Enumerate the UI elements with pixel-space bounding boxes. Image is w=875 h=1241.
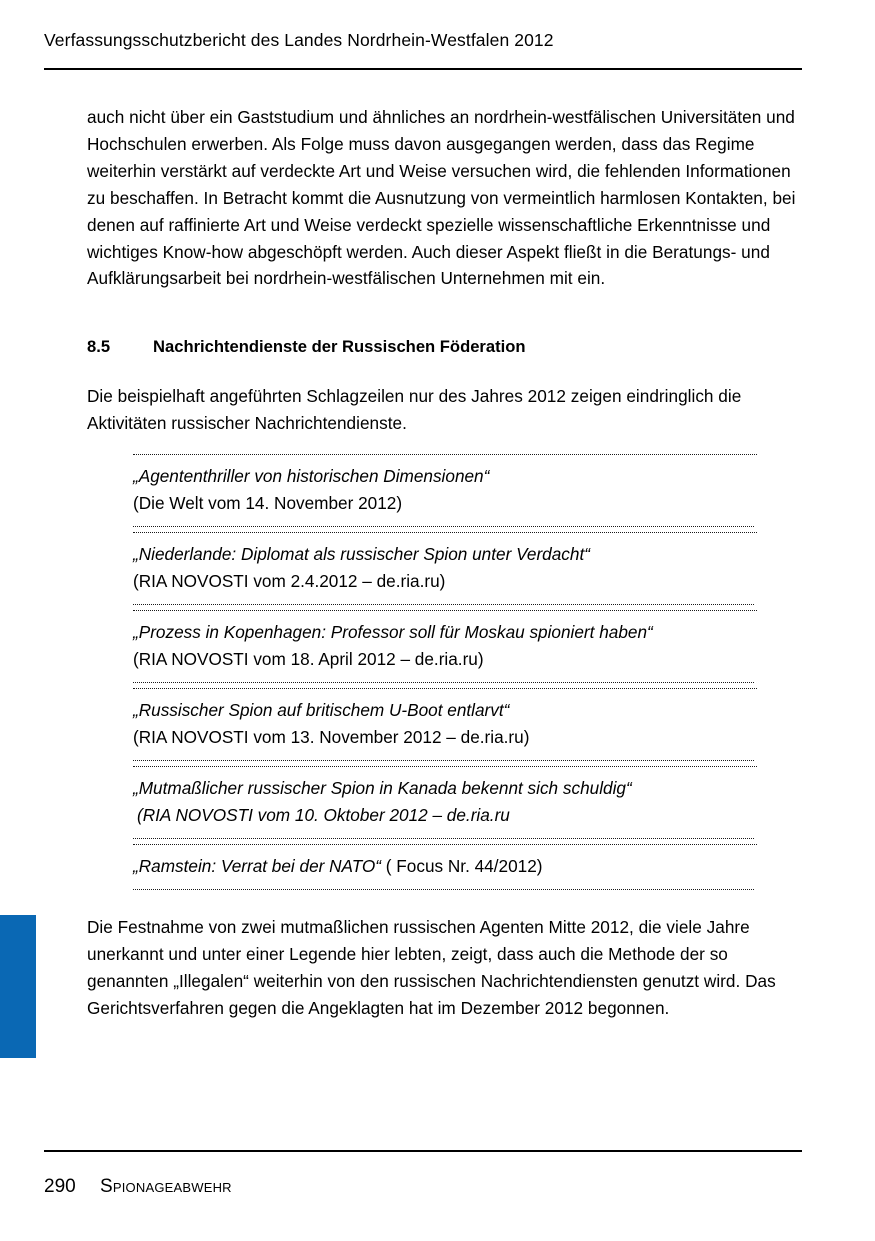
page-footer xyxy=(44,1174,804,1200)
quote-headline-text: „Ramstein: Verrat bei der NATO“ xyxy=(133,856,382,877)
quote-source: (RIA NOVOSTI vom 18. April 2012 – de.ria.ru) xyxy=(133,649,484,670)
section-number: 8.5 xyxy=(87,337,111,357)
dotted-separator-pair xyxy=(133,838,801,845)
quote-source: (RIA NOVOSTI vom 13. November 2012 – de.ria.ru) xyxy=(133,727,530,748)
footer-section-name: Spionageabwehr xyxy=(100,1176,232,1197)
dotted-separator xyxy=(133,838,754,839)
section-title: Nachrichtendienste der Russischen Föderation xyxy=(153,337,526,357)
quote-source: (RIA NOVOSTI vom 10. Oktober 2012 – de.ria.ru xyxy=(137,805,510,826)
outro-paragraph: Die Festnahme von zwei mutmaßlichen russischen Agenten Mitte 2012, die viele Jahre unerkannt und unter einer Legende hier lebten, zeigt, dass auch die Methode der so genannten „Illegalen“ weiterhin von den russischen Nachrichtendiensten genutzt wird. Das Gerichtsverfahren gegen die Angeklagten hat im Dezember 2012 begonnen. xyxy=(87,917,776,1018)
quote-entry xyxy=(133,611,801,682)
quote-entry xyxy=(133,455,801,526)
quote-entry xyxy=(133,845,801,889)
quote-source: ( Focus Nr. 44/2012) xyxy=(381,856,543,877)
quote-source: (RIA NOVOSTI vom 2.4.2012 – de.ria.ru) xyxy=(133,571,446,592)
lead-paragraph: Die beispielhaft angeführten Schlagzeilen nur des Jahres 2012 zeigen eindringlich die Aktivitäten russischer Nachrichtendienste. xyxy=(87,386,742,434)
quote-headline: „Mutmaßlicher russischer Spion in Kanada bekennt sich schuldig“ xyxy=(133,778,632,799)
quote-entry xyxy=(133,767,801,838)
dotted-separator xyxy=(133,760,754,761)
page-number: 290 xyxy=(44,1176,76,1197)
chapter-thumb-tab xyxy=(0,915,36,1058)
dotted-separator xyxy=(133,604,754,605)
section-heading xyxy=(87,292,801,359)
header-rule xyxy=(44,68,802,70)
headline-quote-list xyxy=(133,454,801,890)
dotted-separator xyxy=(133,526,754,527)
quote-headline: „Prozess in Kopenhagen: Professor soll für Moskau spioniert haben“ xyxy=(133,622,653,643)
running-head: Verfassungsschutzbericht des Landes Nordrhein-Westfalen 2012 xyxy=(44,30,554,50)
dotted-separator-pair xyxy=(133,526,801,533)
intro-paragraph: auch nicht über ein Gaststudium und ähnliches an nordrhein-westfälischen Universitäten und Hochschulen erwerben. Als Folge muss davon ausgegangen werden, dass das Regime weiterhin verstärkt auf verdeckte Art und Weise versuchen wird, die fehlenden Informationen zu beschaffen. In Betracht kommt die Ausnutzung von vermeintlich harmlosen Kontakten, bei denen auf raffinierte Art und Weise verdeckt spezielle wissenschaftliche Erkenntnisse und wichtiges Know-how abgeschöpft werden. Auch dieser Aspekt fließt in die Beratungs- und Aufklärungsarbeit bei nordrhein-westfälischen Unternehmen mit ein. xyxy=(87,107,796,289)
dotted-separator-pair xyxy=(133,682,801,689)
page-content xyxy=(87,104,801,1022)
dotted-separator-pair xyxy=(133,604,801,611)
quote-entry xyxy=(133,689,801,760)
quote-entry xyxy=(133,533,801,604)
quote-source: (Die Welt vom 14. November 2012) xyxy=(133,493,403,514)
dotted-separator-pair xyxy=(133,760,801,767)
footer-rule xyxy=(44,1150,802,1152)
quote-headline: „Agententhriller von historischen Dimensionen“ xyxy=(133,466,490,487)
quote-headline: „Russischer Spion auf britischem U-Boot entlarvt“ xyxy=(133,700,510,721)
quote-headline: „Niederlande: Diplomat als russischer Spion unter Verdacht“ xyxy=(133,544,590,565)
dotted-separator xyxy=(133,682,754,683)
quote-headline xyxy=(133,853,801,880)
